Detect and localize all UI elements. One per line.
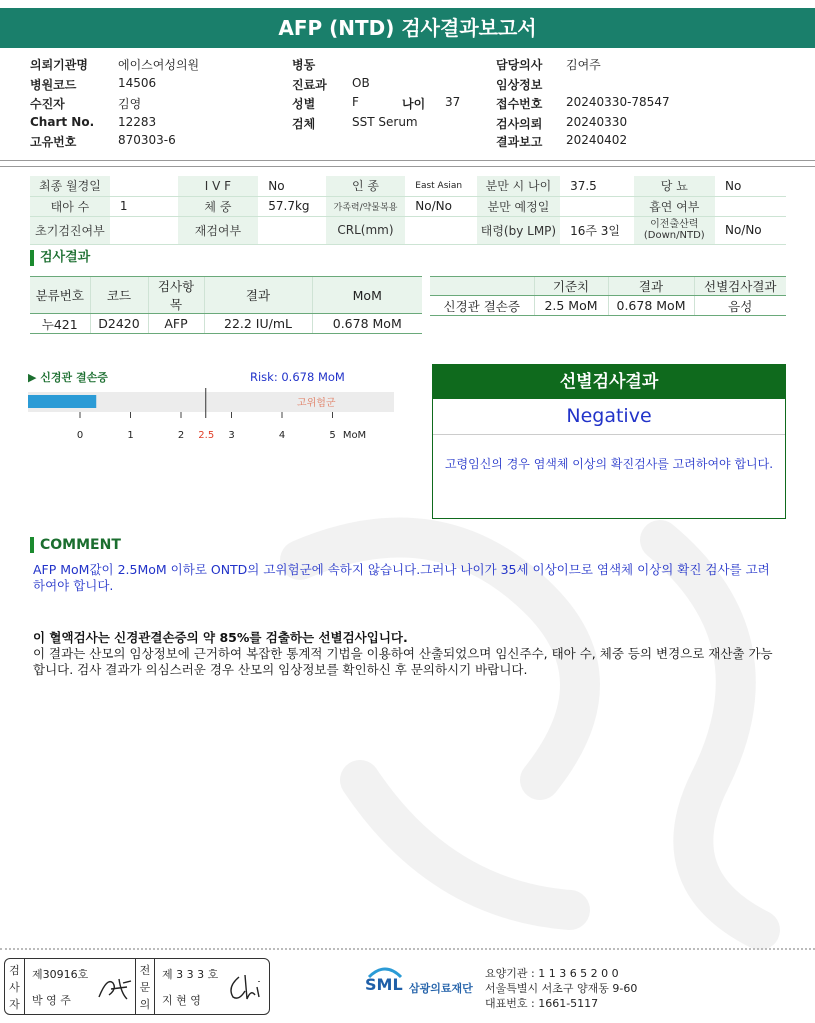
- cell: [258, 216, 325, 244]
- value-unique-no: 870303-6: [118, 133, 176, 147]
- label-hospital-code: 병원코드: [30, 78, 77, 92]
- label-report-date: 결과보고: [496, 135, 543, 149]
- column-header: 분류번호: [30, 277, 90, 314]
- cell: 신경관 결손증: [430, 296, 534, 316]
- screening-table: [430, 276, 786, 316]
- cell: 57.7kg: [258, 196, 325, 216]
- results-header-row: [30, 277, 422, 314]
- label-department: 진료과: [292, 78, 327, 92]
- label-unique-no: 고유번호: [30, 135, 77, 149]
- value-clinic: 에이스여성의원: [118, 58, 200, 72]
- cell: 음성: [694, 296, 786, 316]
- signature-box: [4, 958, 270, 1015]
- cell: [110, 216, 178, 244]
- screening-box-title: 선별검사결과: [433, 365, 785, 399]
- gauge-tick-label: 3: [228, 430, 235, 441]
- patient-info-table: [30, 176, 786, 245]
- value-doctor: 김여주: [566, 58, 601, 72]
- specialist-signature: [225, 971, 265, 1003]
- column-header: 코드: [90, 277, 148, 314]
- gauge-tick-label: 2.5: [198, 430, 215, 441]
- cell: [715, 196, 786, 216]
- footer-divider: [0, 948, 815, 950]
- header-divider: [0, 160, 815, 161]
- cell: No/No: [405, 196, 476, 216]
- tester-label: 검 사 자: [5, 959, 25, 1014]
- high-risk-label: 고위험군: [296, 398, 336, 409]
- watermark-graphic: [240, 480, 815, 950]
- cell: [405, 216, 476, 244]
- value-patient: 김영: [118, 97, 142, 111]
- label-sex: 성별: [292, 97, 316, 111]
- tester-name: 박 영 주: [32, 994, 71, 1007]
- cell: 당 뇨: [634, 176, 715, 196]
- cell: 초기검진여부: [30, 216, 110, 244]
- report-title: AFP (NTD) 검사결과보고서: [0, 8, 815, 48]
- label-clinical-info: 임상정보: [496, 78, 543, 92]
- cell: 분만 예정일: [477, 196, 560, 216]
- cell: 분만 시 나이: [477, 176, 560, 196]
- cell: 흡연 여부: [634, 196, 715, 216]
- cell: 0.678 MoM: [312, 314, 422, 334]
- label-clinic: 의뢰기관명: [30, 58, 88, 72]
- label-request-date: 검사의뢰: [496, 117, 543, 131]
- comment-heading: COMMENT: [30, 537, 121, 553]
- cell: No: [715, 176, 786, 196]
- gauge-value-bar: [28, 395, 96, 408]
- cell: AFP: [148, 314, 204, 334]
- gauge-tick-label: 5: [329, 430, 336, 441]
- screening-result: Negative: [433, 399, 785, 435]
- table-row: [30, 314, 422, 334]
- value-age: 37: [445, 95, 461, 109]
- cell: 최종 월경일: [30, 176, 110, 196]
- value-department: OB: [352, 76, 370, 90]
- gauge-risk-text: Risk: 0.678 MoM: [250, 370, 345, 384]
- org-line-2: 서울특별시 서초구 양재동 9-60: [485, 982, 638, 995]
- gauge-label: ▶ 신경관 결손증: [28, 371, 108, 384]
- org-line-3: 대표번호 : 1661-5117: [485, 997, 599, 1010]
- screening-note: 고령임신의 경우 염색체 이상의 확진검사를 고려하여야 합니다.: [444, 457, 774, 471]
- cell: 재검여부: [178, 216, 259, 244]
- org-line-1: 요양기관 : 1 1 3 6 5 2 0 0: [485, 967, 619, 980]
- cell: I V F: [178, 176, 259, 196]
- screening-statement: 이 혈액검사는 신경관결손증의 약 85%를 검출하는 선별검사입니다.: [33, 630, 408, 645]
- patient-row-3: [30, 216, 786, 244]
- patient-row-1: [30, 176, 786, 196]
- value-receipt-no: 20240330-78547: [566, 95, 670, 109]
- gauge-unit: MoM: [342, 430, 367, 441]
- cell: CRL(mm): [326, 216, 406, 244]
- comment-text: AFP MoM값이 2.5MoM 이하로 ONTD의 고위험군에 속하지 않습니다.그러나 나이가 35세 이상이므로 염색체 이상의 확진 검사를 고려하여야 합니다.: [33, 562, 770, 593]
- cell: [560, 196, 634, 216]
- cell: 태아 수: [30, 196, 110, 216]
- tester-signature: [97, 973, 133, 1003]
- cell: 16주 3일: [560, 216, 634, 244]
- value-specimen: SST Serum: [352, 115, 418, 129]
- column-header: 결과: [204, 277, 312, 314]
- tester-license: 제30916호: [32, 968, 89, 981]
- label-doctor: 담당의사: [496, 58, 543, 72]
- gauge-graphic: [28, 388, 408, 444]
- column-header: 선별검사결과: [694, 277, 786, 296]
- cell: 인 종: [326, 176, 406, 196]
- gauge-tick-label: 0: [76, 430, 84, 441]
- cell: 22.2 IU/mL: [204, 314, 312, 334]
- cell: 누421: [30, 314, 90, 334]
- label-specimen: 검체: [292, 117, 316, 131]
- cell: No/No: [715, 216, 786, 244]
- cell: 태령(by LMP): [477, 216, 560, 244]
- value-chart-no: 12283: [118, 115, 157, 129]
- column-header: 기준치: [534, 277, 608, 296]
- org-address: [485, 966, 637, 1011]
- results-heading: 검사결과: [30, 250, 90, 266]
- column-header: [430, 277, 534, 296]
- cell: 가족력/약물복용: [326, 196, 406, 216]
- label-age: 나이: [402, 97, 426, 111]
- cell: East Asian: [405, 176, 476, 196]
- value-hospital-code: 14506: [118, 76, 157, 90]
- cell: 이전출산력 (Down/NTD): [634, 216, 715, 244]
- column-header: 검사항목: [148, 277, 204, 314]
- patient-row-2: [30, 196, 786, 216]
- results-table: [30, 276, 422, 334]
- cell: 0.678 MoM: [608, 296, 694, 316]
- gauge-tick-label: 4: [278, 430, 286, 441]
- value-request-date: 20240330: [566, 115, 628, 129]
- label-ward: 병동: [292, 58, 316, 72]
- specialist-label: 전 문 의: [135, 959, 155, 1014]
- screening-header-row: [430, 277, 786, 296]
- label-chart-no: Chart No.: [30, 115, 95, 129]
- org-name: 삼광의료재단: [409, 982, 473, 995]
- logo-text: SML: [365, 975, 403, 994]
- column-header: 결과: [608, 277, 694, 296]
- value-report-date: 20240402: [566, 133, 628, 147]
- label-receipt-no: 접수번호: [496, 97, 543, 111]
- cell: D2420: [90, 314, 148, 334]
- label-patient: 수진자: [30, 97, 65, 111]
- column-header: MoM: [312, 277, 422, 314]
- cell: 37.5: [560, 176, 634, 196]
- specialist-name: 지 현 영: [162, 994, 201, 1007]
- disclaimer-paragraph: 이 결과는 산모의 임상정보에 근거하여 복잡한 통계적 기법을 이용하여 산출되었으며 임신주수, 태아 수, 체중 등의 변경으로 재산출 가능합니다. 검사 결과가 의심스러운 경우 산모의 임상정보를 확인하신 후 문의하시기 바랍니다.: [33, 646, 773, 677]
- header-divider-2: [0, 166, 815, 167]
- cell: 체 중: [178, 196, 259, 216]
- cell: No: [258, 176, 325, 196]
- cell: 2.5 MoM: [534, 296, 608, 316]
- table-row: [430, 296, 786, 316]
- specialist-license: 제 3 3 3 호: [162, 968, 219, 981]
- screening-result-box: [432, 364, 786, 519]
- gauge-tick-label: 1: [127, 430, 134, 441]
- gauge-tick-label: 2: [177, 430, 185, 441]
- risk-gauge: [28, 366, 408, 446]
- value-sex: F: [352, 95, 359, 109]
- cell: [110, 176, 178, 196]
- cell: 1: [110, 196, 178, 216]
